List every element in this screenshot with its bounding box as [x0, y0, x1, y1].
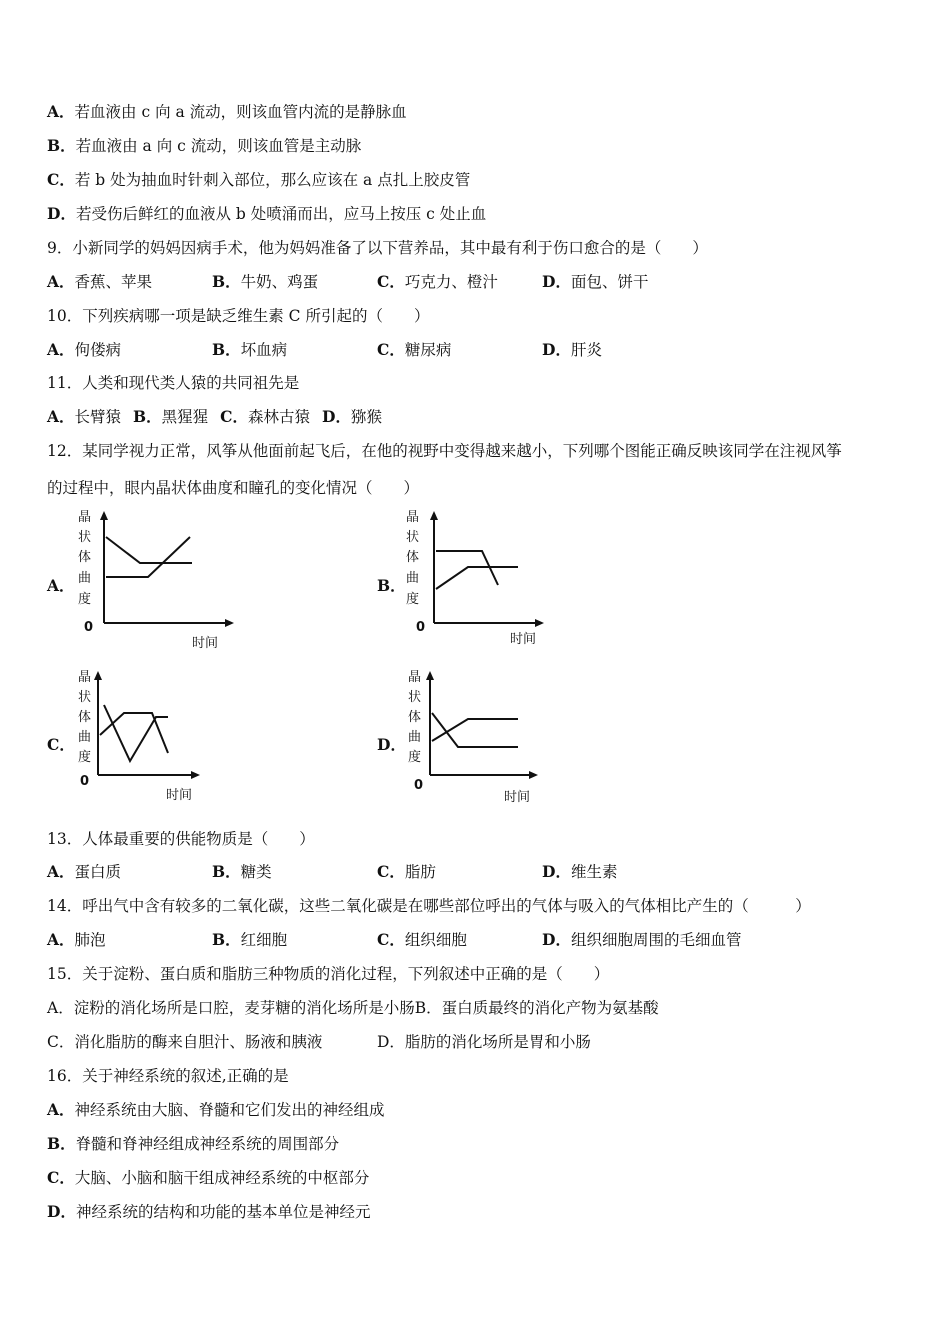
- q12-graph-c[interactable]: [68, 665, 248, 810]
- x-axis-label: 时间: [504, 790, 531, 805]
- q9-stem: 9．小新同学的妈妈因病手术，他为妈妈准备了以下营养品，其中最有利于伤口愈合的是（ ）: [47, 239, 708, 257]
- option-key: C．: [377, 272, 405, 291]
- option-key: A．: [47, 407, 75, 426]
- x-axis-arrow: [225, 619, 234, 627]
- y-axis-label-char: 状: [78, 530, 92, 545]
- q9-option-d[interactable]: [542, 272, 648, 292]
- y-axis-label-char: 状: [408, 690, 422, 705]
- q11-option-b[interactable]: [133, 407, 208, 427]
- x-axis-label: 时间: [166, 788, 193, 803]
- q12-stem-line1: 12．某同学视力正常，风筝从他面前起飞后，在他的视野中变得越来越小，下列哪个图能正确反映该同学在注视风筝: [47, 442, 842, 460]
- y-axis-label-char: 晶: [406, 510, 420, 525]
- q9-option-a[interactable]: [47, 272, 212, 292]
- q13-stem: 13．人体最重要的供能物质是（ ）: [47, 830, 315, 848]
- q15-options-ab: [47, 998, 659, 1018]
- q9-option-c[interactable]: [377, 272, 542, 292]
- q14-option-b[interactable]: [212, 930, 377, 950]
- q8-option-c[interactable]: [47, 170, 470, 190]
- origin-label: 0: [80, 774, 90, 789]
- q8-option-d[interactable]: [47, 204, 486, 224]
- q16-option-a[interactable]: [47, 1100, 385, 1120]
- y-axis-label-char: 体: [78, 710, 92, 725]
- option-text: 神经系统的结构和功能的基本单位是神经元: [75, 1203, 371, 1221]
- y-axis-arrow: [430, 511, 438, 520]
- q16-option-c[interactable]: [47, 1168, 369, 1188]
- q15-option-a[interactable]: A．淀粉的消化场所是口腔，麦芽糖的消化场所是小肠: [47, 999, 415, 1017]
- q15-option-d[interactable]: D．脂肪的消化场所是胃和小肠: [377, 1033, 591, 1051]
- q8-option-b[interactable]: [47, 136, 361, 156]
- q13-option-b[interactable]: [212, 862, 377, 882]
- q12-option-a-label[interactable]: A．: [47, 576, 75, 595]
- q9-options: [47, 272, 648, 292]
- y-axis-label-char: 曲: [78, 730, 92, 745]
- origin-label: 0: [84, 620, 94, 635]
- origin-label: 0: [416, 620, 426, 635]
- option-text: 维生素: [570, 863, 618, 881]
- option-text: 牛奶、鸡蛋: [240, 273, 319, 291]
- q10-options: [47, 340, 602, 360]
- option-key: A．: [47, 340, 75, 359]
- option-text: 组织细胞: [404, 931, 467, 949]
- y-axis-arrow: [94, 671, 102, 680]
- q9-option-b[interactable]: [212, 272, 377, 292]
- option-key: B．: [212, 930, 241, 949]
- q11-options: [47, 407, 382, 427]
- option-key: D．: [322, 407, 351, 426]
- q12-graph-b[interactable]: [398, 505, 578, 655]
- q12-graph-a[interactable]: [70, 505, 250, 655]
- option-key: B．: [212, 340, 241, 359]
- option-key: B．: [212, 862, 241, 881]
- option-key: B．: [133, 407, 162, 426]
- option-key: A．: [47, 272, 75, 291]
- option-key: D．: [542, 862, 571, 881]
- y-axis-label-char: 曲: [78, 571, 92, 586]
- q10-option-b[interactable]: [212, 340, 377, 360]
- y-axis-arrow: [426, 671, 434, 680]
- option-text: 肝炎: [570, 341, 602, 359]
- option-text: 面包、饼干: [570, 273, 649, 291]
- option-text: 脊髓和脊神经组成神经系统的周围部分: [75, 1135, 340, 1153]
- y-axis-label-char: 体: [408, 710, 422, 725]
- x-axis-label: 时间: [192, 636, 219, 651]
- option-key: A．: [47, 862, 75, 881]
- option-text: 组织细胞周围的毛细血管: [570, 931, 742, 949]
- option-text: 长臂猿: [74, 408, 122, 426]
- option-text: 香蕉、苹果: [74, 273, 153, 291]
- option-key: C．: [47, 170, 75, 189]
- q16-option-b[interactable]: [47, 1134, 339, 1154]
- q14-option-d[interactable]: [542, 930, 741, 950]
- y-axis-label-char: 状: [406, 530, 420, 545]
- q13-option-c[interactable]: [377, 862, 542, 882]
- q13-option-a[interactable]: [47, 862, 212, 882]
- q10-stem: 10．下列疾病哪一项是缺乏维生素 C 所引起的（ ）: [47, 307, 430, 325]
- q15-option-c[interactable]: C．消化脂肪的酶来自胆汁、肠液和胰液: [47, 1033, 323, 1051]
- curve-lens: [106, 537, 192, 563]
- x-axis-arrow: [535, 619, 544, 627]
- q15-options-cd: [47, 1032, 591, 1052]
- q11-stem: 11．人类和现代类人猿的共同祖先是: [47, 374, 300, 392]
- option-text: 糖尿病: [404, 341, 452, 359]
- y-axis-label-char: 晶: [78, 670, 92, 685]
- q12-option-d-label[interactable]: D．: [377, 735, 406, 754]
- y-axis-label-char: 晶: [408, 670, 422, 685]
- option-text: 若受伤后鲜红的血液从 b 处喷涌而出，应马上按压 c 处止血: [75, 205, 487, 223]
- option-key: A．: [47, 930, 75, 949]
- option-text: 蛋白质: [74, 863, 122, 881]
- option-key: C．: [377, 930, 405, 949]
- q14-stem: 14．呼出气中含有较多的二氧化碳，这些二氧化碳是在哪些部位呼出的气体与吸入的气体相比产生的（ ）: [47, 897, 811, 915]
- option-text: 佝偻病: [74, 341, 122, 359]
- q12-stem-line2: 的过程中，眼内晶状体曲度和瞳孔的变化情况（ ）: [47, 479, 420, 497]
- q8-option-a[interactable]: [47, 102, 407, 122]
- option-text: 若血液由 a 向 c 流动，则该血管是主动脉: [75, 137, 362, 155]
- y-axis-label-char: 曲: [406, 571, 420, 586]
- curve-pupil: [106, 537, 190, 577]
- option-text: 若 b 处为抽血时针刺入部位，那么应该在 a 点扎上胶皮管: [74, 171, 471, 189]
- origin-label: 0: [414, 778, 424, 793]
- option-text: 森林古猿: [248, 408, 311, 426]
- q12-graph-d[interactable]: [398, 665, 578, 815]
- y-axis-label-char: 度: [78, 750, 92, 765]
- y-axis-label-char: 曲: [408, 730, 422, 745]
- option-key: C．: [377, 862, 405, 881]
- q16-option-d[interactable]: [47, 1202, 370, 1222]
- option-key: A．: [47, 102, 75, 121]
- q11-option-c[interactable]: [220, 407, 310, 427]
- y-axis-label-char: 度: [408, 750, 422, 765]
- y-axis-label-char: 体: [78, 550, 92, 565]
- option-text: 黑猩猩: [161, 408, 209, 426]
- option-key: D．: [542, 930, 571, 949]
- option-key: D．: [542, 272, 571, 291]
- option-key: B．: [47, 136, 76, 155]
- option-key: D．: [542, 340, 571, 359]
- option-key: B．: [212, 272, 241, 291]
- option-key: C．: [220, 407, 249, 426]
- option-key: C．: [377, 340, 405, 359]
- q10-option-c[interactable]: [377, 340, 542, 360]
- x-axis-arrow: [529, 771, 538, 779]
- option-text: 红细胞: [240, 931, 288, 949]
- x-axis-label: 时间: [510, 632, 537, 647]
- option-text: 猕猴: [350, 408, 382, 426]
- option-text: 大脑、小脑和脑干组成神经系统的中枢部分: [74, 1169, 370, 1187]
- option-key: C．: [47, 1168, 75, 1187]
- q12-option-b-label[interactable]: B．: [377, 576, 406, 595]
- q11-option-a[interactable]: [47, 407, 121, 427]
- q14-options: [47, 930, 741, 950]
- option-text: 坏血病: [240, 341, 288, 359]
- option-key: D．: [47, 1202, 76, 1221]
- q10-option-a[interactable]: [47, 340, 212, 360]
- y-axis-label-char: 度: [78, 592, 92, 607]
- q11-option-d[interactable]: [322, 407, 382, 427]
- option-key: A．: [47, 1100, 75, 1119]
- option-text: 脂肪: [404, 863, 436, 881]
- option-text: 若血液由 c 向 a 流动，则该血管内流的是静脉血: [74, 103, 407, 121]
- y-axis-label-char: 状: [78, 690, 92, 705]
- q16-stem: 16．关于神经系统的叙述,正确的是: [47, 1067, 289, 1085]
- option-text: 肺泡: [74, 931, 106, 949]
- q14-option-c[interactable]: [377, 930, 542, 950]
- curve-pupil: [436, 567, 518, 589]
- q12-option-c-label[interactable]: C．: [47, 735, 75, 754]
- q14-option-a[interactable]: [47, 930, 212, 950]
- option-text: 巧克力、橙汁: [404, 273, 498, 291]
- q10-option-d[interactable]: [542, 340, 602, 360]
- q15-stem: 15．关于淀粉、蛋白质和脂肪三种物质的消化过程，下列叙述中正确的是（ ）: [47, 965, 610, 983]
- q13-option-d[interactable]: [542, 862, 617, 882]
- y-axis-label-char: 体: [406, 550, 420, 565]
- x-axis-arrow: [191, 771, 200, 779]
- y-axis-arrow: [100, 511, 108, 520]
- q13-options: [47, 862, 617, 882]
- option-text: 神经系统由大脑、脊髓和它们发出的神经组成: [74, 1101, 385, 1119]
- y-axis-label-char: 度: [406, 592, 420, 607]
- option-key: D．: [47, 204, 76, 223]
- option-key: B．: [47, 1134, 76, 1153]
- option-text: 糖类: [240, 863, 272, 881]
- q15-option-b[interactable]: B．蛋白质最终的消化产物为氨基酸: [414, 999, 659, 1017]
- y-axis-label-char: 晶: [78, 510, 92, 525]
